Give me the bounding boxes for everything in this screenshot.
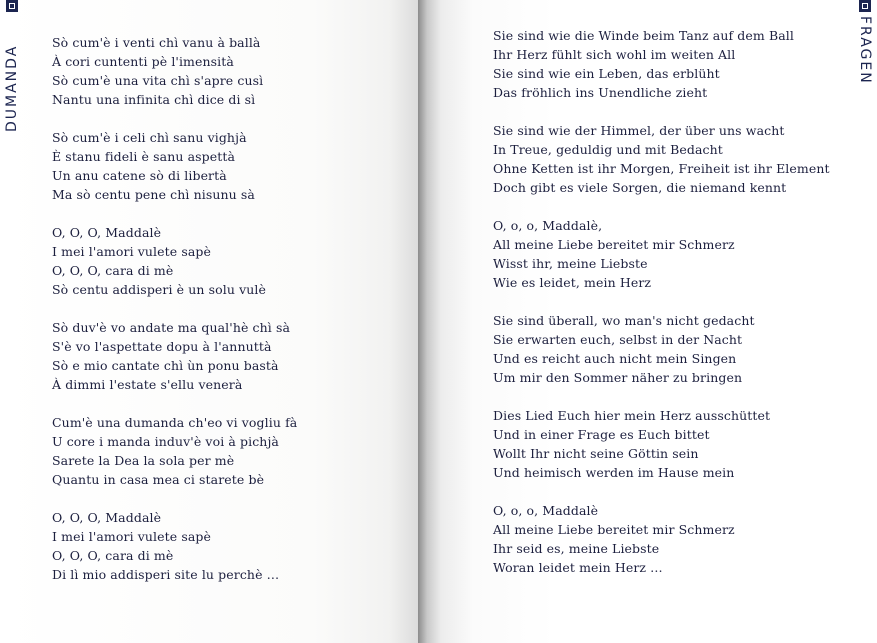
lyric-line: Sie sind wie der Himmel, der über uns wacht (493, 123, 785, 138)
lyric-line: Und in einer Frage es Euch bittet (493, 427, 710, 442)
lyric-line: Quantu in casa mea ci starete bè (52, 472, 265, 487)
stanza (52, 318, 290, 394)
stanza (493, 501, 735, 577)
lyric-line: Und heimisch werden im Hause mein (493, 465, 735, 480)
stanza (52, 33, 263, 109)
lyric-line: S'è vo l'aspettate dopu à l'annuttà (52, 339, 272, 354)
lyric-line: O, O, O, cara di mè (52, 263, 174, 278)
lyric-line: Sò centu addisperi è un solu vulè (52, 282, 266, 297)
lyric-line: Un anu catene sò di libertà (52, 168, 227, 183)
lyric-line: O, o, o, Maddalè, (493, 218, 603, 233)
lyric-line: Und es reicht auch nicht mein Singen (493, 351, 737, 366)
lyric-line: Sarete la Dea la sola per mè (52, 453, 235, 468)
lyric-line: Ma sò centu pene chì nisunu sà (52, 187, 255, 202)
ornament-icon (6, 0, 18, 12)
lyric-line: U core i manda induv'è voi à pichjà (52, 434, 279, 449)
stanza (493, 26, 794, 102)
lyric-line: All meine Liebe bereitet mir Schmerz (493, 237, 735, 252)
lyric-line: Um mir den Sommer näher zu bringen (493, 370, 743, 385)
lyric-line: À dimmi l'estate s'ellu venerà (52, 377, 243, 392)
lyric-line: Sie sind überall, wo man's nicht gedacht (493, 313, 755, 328)
stanza (493, 216, 735, 292)
lyric-line: Wollt Ihr nicht seine Göttin sein (493, 446, 699, 461)
right-page (418, 0, 877, 643)
stanza (52, 508, 279, 584)
ornament-icon (859, 0, 871, 12)
lyric-line: Sò cum'è i celi chì sanu vighjà (52, 130, 247, 145)
lyric-line: Ihr Herz fühlt sich wohl im weiten All (493, 47, 736, 62)
stanza (52, 223, 266, 299)
lyric-line: Di lì mio addisperi site lu perchè … (52, 567, 280, 582)
lyric-line: Ihr seid es, meine Liebste (493, 541, 660, 556)
lyric-line: Woran leidet mein Herz … (493, 560, 663, 575)
left-margin (0, 0, 24, 643)
lyric-line: È stanu fideli è sanu aspettà (52, 149, 236, 164)
lyric-line: Ohne Ketten ist ihr Morgen, Freiheit ist ihr Element (493, 161, 830, 176)
right-side-label: FRAGEN (857, 16, 873, 85)
lyric-line: Sie sind wie ein Leben, das erblüht (493, 66, 720, 81)
lyric-line: I mei l'amori vulete sapè (52, 529, 212, 544)
left-side-label: DUMANDA (4, 44, 20, 132)
lyric-line: Wie es leidet, mein Herz (493, 275, 652, 290)
lyric-line: Cum'è una dumanda ch'eo vi vogliu fà (52, 415, 298, 430)
lyric-line: Nantu una infinita chì dice di sì (52, 92, 256, 107)
lyric-line: O, O, O, Maddalè (52, 225, 162, 240)
lyric-line: O, O, O, cara di mè (52, 548, 174, 563)
stanza (493, 121, 830, 197)
stanza (493, 311, 755, 387)
lyric-line: Sò e mio cantate chì ùn ponu bastà (52, 358, 279, 373)
lyric-line: Sie sind wie die Winde beim Tanz auf dem Ball (493, 28, 794, 43)
lyric-line: Doch gibt es viele Sorgen, die niemand kennt (493, 180, 787, 195)
lyric-line: Das fröhlich ins Unendliche zieht (493, 85, 708, 100)
lyric-line: In Treue, geduldig und mit Bedacht (493, 142, 723, 157)
lyric-line: O, o, o, Maddalè (493, 503, 599, 518)
lyric-line: Sò duv'è vo andate ma qual'hè chì sà (52, 320, 291, 335)
lyric-line: All meine Liebe bereitet mir Schmerz (493, 522, 735, 537)
stanza (52, 413, 297, 489)
lyric-line: Wisst ihr, meine Liebste (493, 256, 648, 271)
lyric-line: I mei l'amori vulete sapè (52, 244, 212, 259)
stanza (52, 128, 255, 204)
lyric-line: Dies Lied Euch hier mein Herz ausschüttet (493, 408, 771, 423)
lyric-line: Sò cum'è una vita chì s'apre cusì (52, 73, 264, 88)
lyric-line: Sò cum'è i venti chì vanu à ballà (52, 35, 261, 50)
left-page (0, 0, 418, 643)
lyric-line: Sie erwarten euch, selbst in der Nacht (493, 332, 743, 347)
lyric-line: O, O, O, Maddalè (52, 510, 162, 525)
stanza (493, 406, 770, 482)
lyric-line: À cori cuntenti pè l'imensità (52, 54, 234, 69)
right-margin (853, 0, 877, 643)
